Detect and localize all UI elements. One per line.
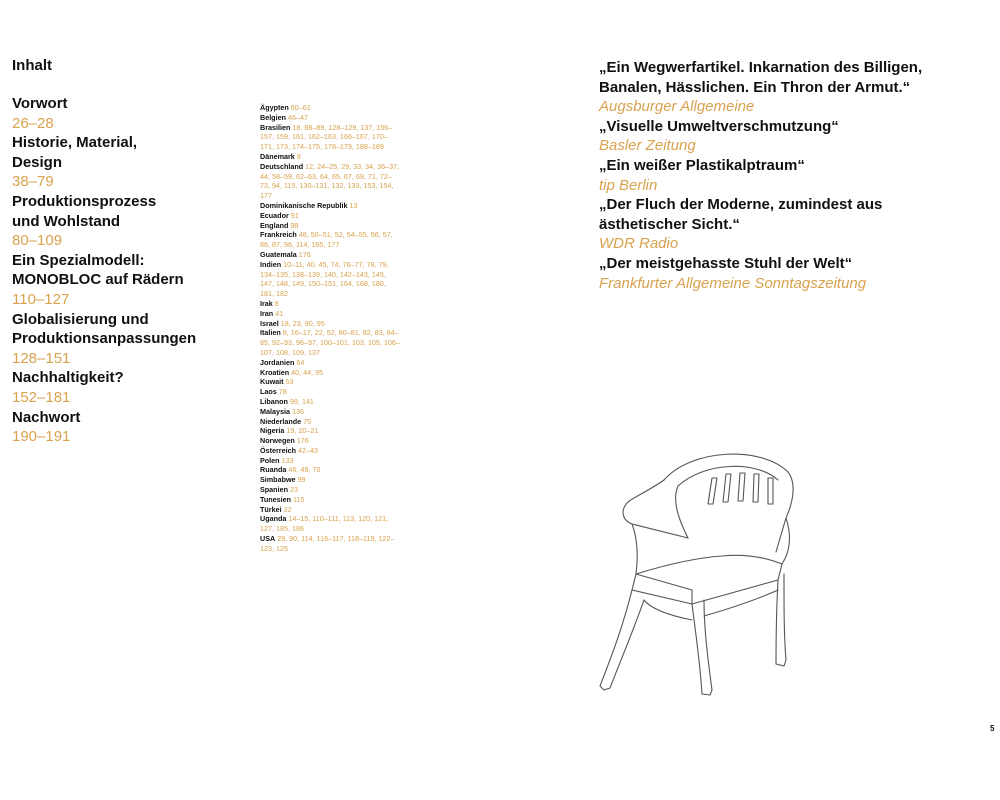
index-country: Iran — [260, 308, 274, 318]
toc-entry — [12, 192, 252, 251]
index-country: Türkei — [260, 504, 282, 514]
index-pages: 41 — [275, 308, 284, 318]
index-entry — [260, 299, 400, 309]
country-index — [260, 103, 400, 554]
index-country: Libanon — [260, 396, 288, 406]
quote-source: Basler Zeitung — [599, 137, 696, 155]
index-pages: 46–47 — [287, 112, 308, 122]
index-entry — [260, 309, 400, 319]
index-pages: 8, 16–17, 22, 52, 80–81, 82, 83, 84–85, 92–93, 96–97, 100–101, 103, 105, 106–107, 108, 109, 137 — [260, 328, 400, 357]
index-country: Ägypten — [260, 103, 289, 112]
toc-list — [12, 94, 252, 447]
index-pages: 46, 49, 70 — [288, 465, 321, 475]
index-country: Belgien — [260, 112, 286, 122]
index-country: Niederlande — [260, 416, 302, 426]
index-country: Uganda — [260, 514, 287, 524]
index-entry — [260, 368, 400, 378]
toc-entry — [12, 94, 252, 133]
toc-entry-title: Nachhaltigkeit? — [12, 369, 124, 387]
index-country: Dänemark — [260, 151, 295, 161]
chair-outline-icon — [592, 440, 812, 700]
index-country: Nigeria — [260, 426, 285, 436]
index-pages: 99 — [297, 475, 306, 485]
toc-entry-pages: 152–181 — [12, 388, 71, 406]
index-country: Tunesien — [260, 494, 292, 504]
index-entry — [260, 426, 400, 436]
index-pages: 23 — [289, 485, 298, 495]
index-pages: 18, 23, 90, 95 — [280, 318, 325, 328]
index-pages: 42–43 — [297, 445, 318, 455]
index-entry — [260, 230, 400, 250]
index-entry — [260, 103, 400, 113]
index-pages: 60–61 — [290, 103, 311, 112]
page-number: 5 — [990, 724, 995, 733]
index-entry — [260, 201, 400, 211]
index-country: Polen — [260, 455, 280, 465]
toc-heading: Inhalt — [12, 57, 52, 74]
toc-entry — [12, 310, 252, 369]
index-country: Spanien — [260, 485, 288, 495]
toc-entry — [12, 408, 252, 447]
index-country: Guatemala — [260, 249, 297, 259]
toc-entry-title: Produktionsprozess und Wohlstand — [12, 192, 157, 230]
index-country: Malaysia — [260, 406, 290, 416]
index-pages: 64 — [296, 357, 305, 367]
index-entry — [260, 319, 400, 329]
table-of-contents — [12, 56, 252, 447]
index-entry — [260, 152, 400, 162]
index-pages: 99, 141 — [289, 396, 314, 406]
index-entry — [260, 113, 400, 123]
index-entry — [260, 260, 400, 299]
index-country: Kroatien — [260, 367, 290, 377]
toc-entry-pages: 128–151 — [12, 349, 71, 367]
index-pages: 136 — [291, 406, 304, 416]
index-pages: 91 — [290, 210, 299, 220]
index-pages: 78 — [278, 387, 287, 397]
index-entry — [260, 417, 400, 427]
toc-entry-title: Historie, Material, Design — [12, 134, 138, 171]
index-country: England — [260, 220, 289, 230]
index-country: Kuwait — [260, 377, 284, 387]
index-country: Israel — [260, 318, 279, 328]
index-entry — [260, 250, 400, 260]
quote-text: „Ein Wegwerfartikel. Inkarnation des Billigen, Banalen, Hässlichen. Ein Thron der Armut.“ — [599, 59, 923, 96]
index-country: Österreich — [260, 445, 296, 455]
index-pages: 29, 90, 114, 116–117, 118–119, 122–123, 125 — [260, 534, 395, 553]
index-country: Norwegen — [260, 436, 295, 446]
index-country: Deutschland — [260, 161, 304, 171]
index-pages: 19, 20–21 — [286, 426, 319, 436]
index-entry — [260, 407, 400, 417]
toc-entry-title: Globalisierung und Produktionsanpassungen — [12, 310, 197, 348]
index-pages: 176 — [298, 249, 311, 259]
index-country: Jordanien — [260, 357, 295, 367]
index-pages: 14–15, 110–111, 113, 120, 121, 127, 185, 186 — [260, 514, 389, 534]
index-country: Irak — [260, 298, 273, 308]
toc-entry-pages: 110–127 — [12, 290, 70, 308]
index-pages: 10–11, 40, 45, 74, 76–77, 78, 79, 134–135, 138–139, 140, 142–143, 145, 147, 148, 149, 150–151, 164, 168, 180, 181, 182 — [260, 259, 389, 299]
index-entry — [260, 377, 400, 387]
toc-entry-pages: 38–79 — [12, 173, 54, 191]
quote-text: „Visuelle Umweltverschmutzung“ — [599, 117, 839, 135]
index-entry — [260, 465, 400, 475]
index-entry — [260, 485, 400, 495]
toc-entry — [12, 368, 252, 407]
toc-entry-pages: 80–109 — [12, 232, 63, 250]
index-country: USA — [260, 534, 276, 544]
toc-entry-title: Nachwort — [12, 408, 81, 426]
press-quotes — [599, 58, 989, 293]
toc-entry-title: Ein Spezialmodell: MONOBLOC auf Rädern — [12, 251, 184, 289]
index-pages: 176 — [296, 436, 309, 446]
toc-entry-pages: 26–28 — [12, 114, 54, 132]
quote-source: WDR Radio — [599, 235, 679, 253]
quote-source: Augsburger Allgemeine — [599, 98, 755, 116]
index-entry — [260, 495, 400, 505]
index-pages: 9 — [296, 151, 301, 161]
index-country: Frankreich — [260, 230, 297, 240]
index-entry — [260, 475, 400, 485]
index-entry — [260, 436, 400, 446]
index-country: Indien — [260, 259, 282, 269]
index-pages: 12, 24–25, 29, 33, 34, 36–37, 44, 58–59, 62–63, 64, 65, 67, 69, 71, 72–73, 94, 115, 130–131, 132, 133, 153, 154, 177 — [260, 161, 400, 201]
index-country: Ecuador — [260, 210, 289, 220]
quote-text: „Der meistgehasste Stuhl der Welt“ — [599, 254, 853, 272]
index-entry — [260, 456, 400, 466]
index-entry — [260, 123, 400, 152]
index-pages: 75 — [303, 416, 312, 426]
quote-source: tip Berlin — [599, 176, 658, 194]
index-entry — [260, 505, 400, 515]
index-pages: 8 — [274, 298, 279, 308]
index-pages: 22 — [283, 504, 292, 514]
index-entry — [260, 221, 400, 231]
index-entry — [260, 397, 400, 407]
index-pages: 98 — [290, 220, 299, 230]
index-country: Dominikanische Republik — [260, 200, 348, 210]
index-entry — [260, 328, 400, 357]
index-country: Ruanda — [260, 465, 287, 475]
index-pages: 53 — [285, 377, 294, 387]
index-entry — [260, 162, 400, 201]
index-entry — [260, 514, 400, 534]
index-entry — [260, 534, 400, 554]
quote-text: „Der Fluch der Moderne, zumindest aus ästhetischer Sicht.“ — [599, 196, 883, 233]
index-pages: 13 — [349, 200, 358, 210]
index-entry — [260, 358, 400, 368]
quote-source: Frankfurter Allgemeine Sonntagszeitung — [599, 274, 867, 292]
index-country: Simbabwe — [260, 475, 296, 485]
toc-entry-pages: 190–191 — [12, 428, 71, 446]
index-country: Italien — [260, 328, 281, 338]
index-country: Laos — [260, 387, 277, 397]
index-entry — [260, 446, 400, 456]
toc-entry — [12, 251, 252, 310]
quote-text: „Ein weißer Plastikalptraum“ — [599, 156, 805, 174]
index-pages: 115 — [293, 494, 305, 504]
toc-entry-title: Vorwort — [12, 95, 68, 112]
index-country: Brasilien — [260, 122, 291, 132]
toc-entry — [12, 133, 252, 192]
index-pages: 18, 88–89, 128–129, 137, 156–157, 159, 161, 162–163, 166–167, 170–171, 173, 174–175, 178–179, 188–189 — [260, 122, 393, 152]
index-pages: 48, 50–51, 52, 54–55, 56, 57, 86, 87, 96, 114, 165, 177 — [260, 230, 393, 250]
index-pages: 40, 44, 95 — [291, 367, 324, 377]
index-entry — [260, 387, 400, 397]
index-entry — [260, 211, 400, 221]
index-pages: 133 — [281, 455, 294, 465]
